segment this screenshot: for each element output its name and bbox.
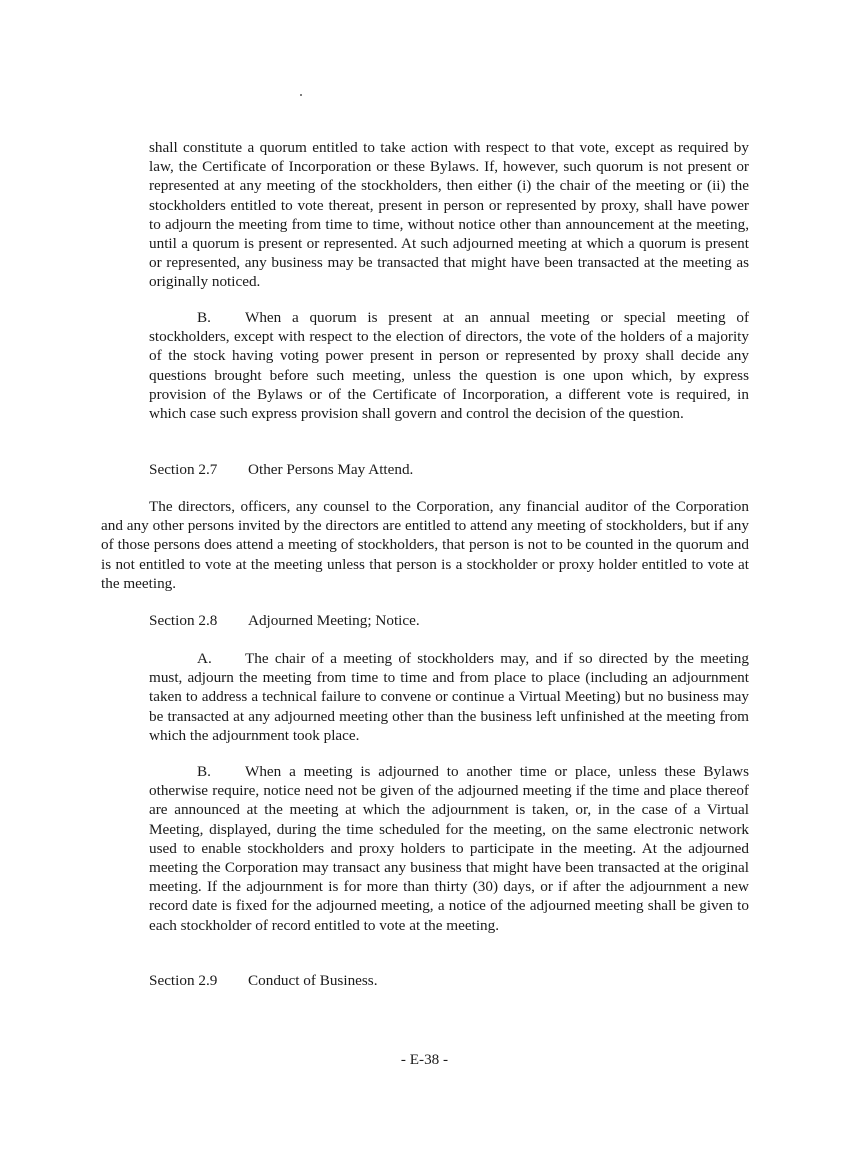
paragraph-section-2-8-b (149, 762, 749, 935)
section-title: Other Persons May Attend. (248, 461, 414, 478)
paragraph-text: When a meeting is adjourned to another time or place, unless these Bylaws otherwise require, notice need not be given of the adjourned meeting if the time and place thereof are announced at the meeting at which the adjournment is taken, or, in the case of a Virtual Meeting, displayed, during the time scheduled for the meeting, on the same electronic network used to enable stockholders and proxy holders to participate in the meeting. At the adjourned meeting the Corporation may transact any business that might have been transacted at the original meeting. If the adjournment is for more than thirty (30) days, or if after the adjournment a new record date is fixed for the adjourned meeting, a notice of the adjourned meeting shall be given to each stockholder of record entitled to vote at the meeting. (149, 763, 749, 934)
section-title: Conduct of Business. (248, 972, 378, 989)
section-number: Section 2.7 (149, 461, 218, 478)
scan-mark (300, 94, 302, 96)
paragraph-quorum-continued: shall constitute a quorum entitled to take action with respect to that vote, except as required by law, the Certificate of Incorporation or these Bylaws. If, however, such quorum is not present or represented at any meeting of the stockholders, then either (i) the chair of the meeting or (ii) the stockholders entitled to vote thereat, present in person or represented by proxy, shall have power to adjourn the meeting from time to time, without notice other than announcement at the meeting, until a quorum is present or represented. At such adjourned meeting at which a quorum is present or represented, any business may be transacted that might have been transacted at the meeting as originally noticed. (149, 139, 749, 291)
paragraph-text: The chair of a meeting of stockholders may, and if so directed by the meeting must, adjourn the meeting from time to time and from place to place (including an adjournment taken to address a technical failure to convene or continue a Virtual Meeting) but no business may be transacted at any adjourned meeting other than the business left unfinished at the meeting from which the adjournment took place. (149, 650, 749, 744)
section-heading-2-7 (149, 460, 413, 479)
paragraph-text: When a quorum is present at an annual meeting or special meeting of stockholders, except with respect to the election of directors, the vote of the holders of a majority of the stock having voting power present in person or represented by proxy shall decide any questions brought before such meeting, unless the question is one upon which, by express provision of the Bylaws or of the Certificate of Incorporation, a different vote is required, in which case such express provision shall govern and control the decision of the question. (149, 309, 749, 423)
paragraph-letter: A. (197, 650, 212, 667)
paragraph-section-2-6-b (149, 308, 749, 423)
section-title: Adjourned Meeting; Notice. (248, 612, 420, 629)
page-number: - E-38 - (400, 1051, 449, 1068)
paragraph-letter: B. (197, 309, 211, 326)
paragraph-section-2-8-a (149, 649, 749, 745)
section-heading-2-9 (149, 971, 378, 990)
paragraph-letter: B. (197, 763, 211, 780)
section-number: Section 2.9 (149, 972, 218, 989)
section-heading-2-8 (149, 611, 420, 630)
section-number: Section 2.8 (149, 612, 218, 629)
paragraph-section-2-7: The directors, officers, any counsel to the Corporation, any financial auditor of the Corporation and any other persons invited by the directors are entitled to attend any meeting of stockholders, but if any of those persons does attend a meeting of stockholders, that person is not to be counted in the quorum and is not entitled to vote at the meeting unless that person is a stockholder or proxy holder entitled to vote at the meeting. (101, 498, 749, 592)
